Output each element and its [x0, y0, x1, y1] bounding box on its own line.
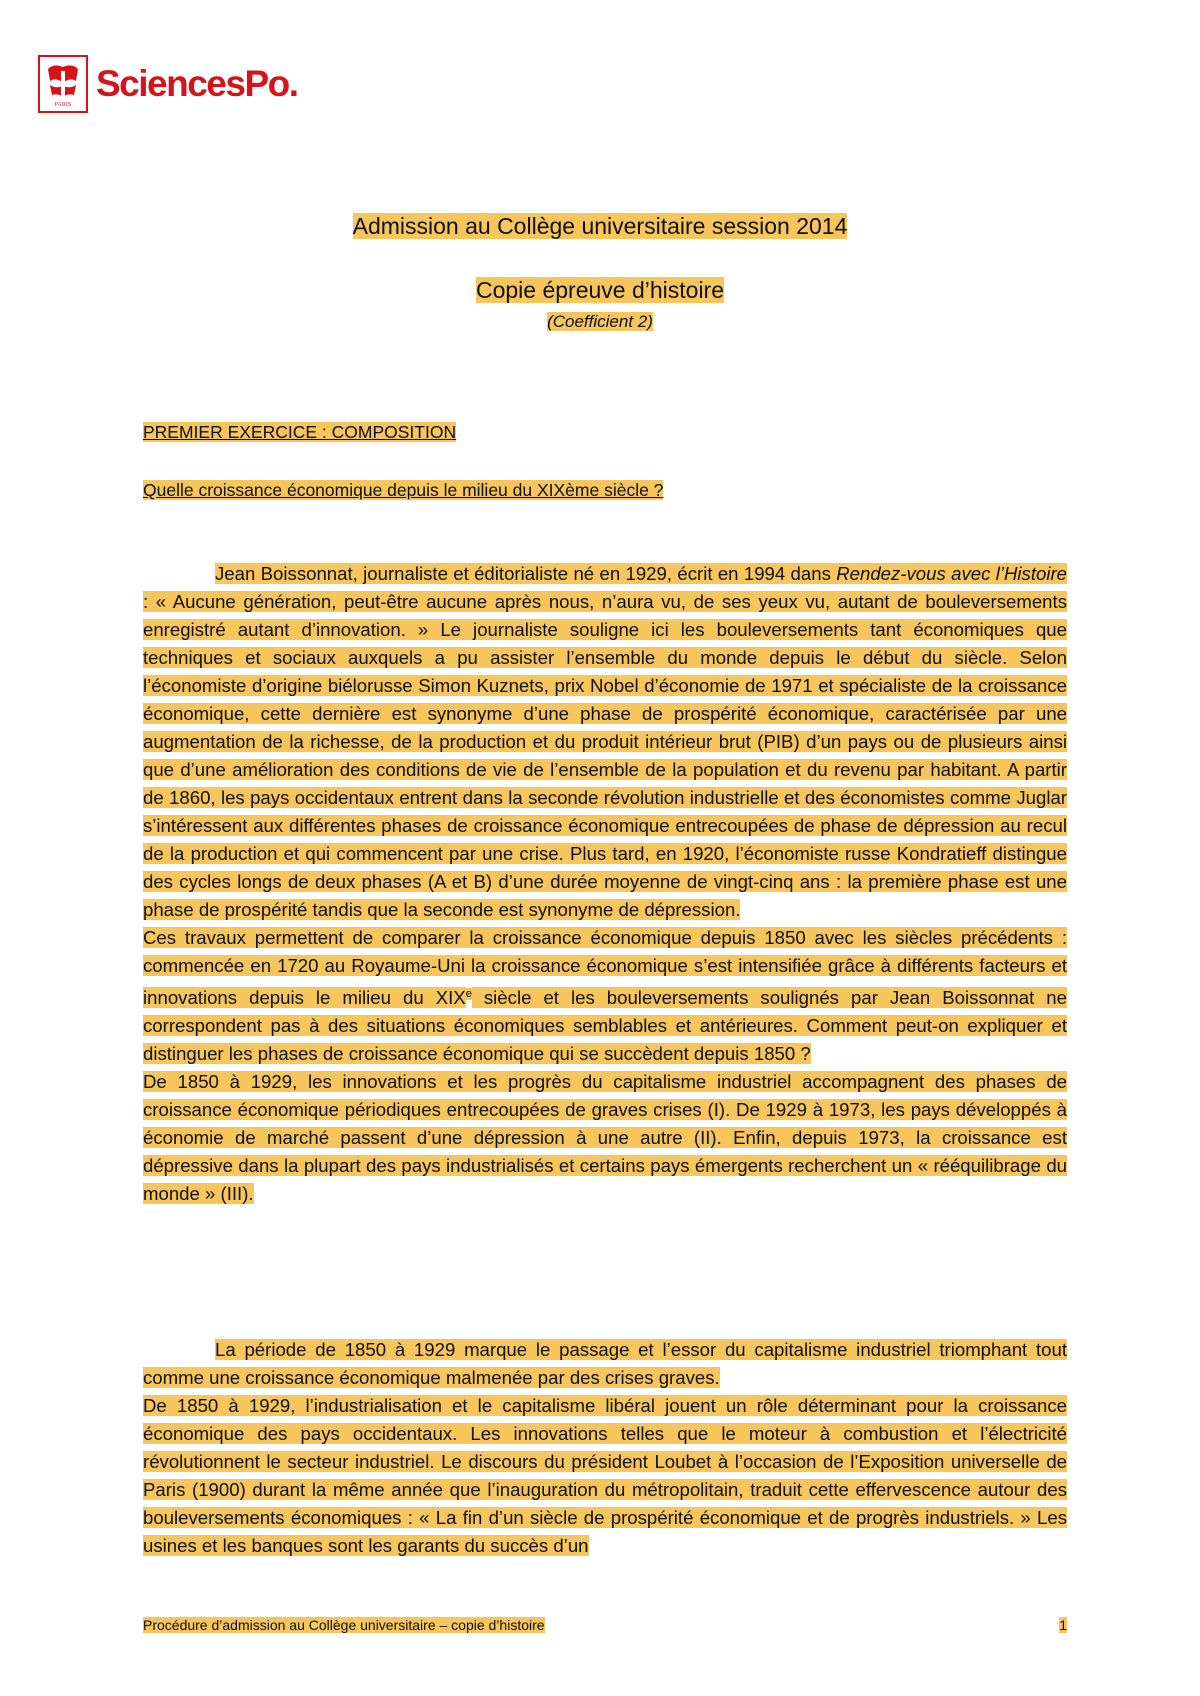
doc-subtitle: Copie épreuve d’histoire [475, 277, 725, 303]
exercise-heading: PREMIER EXERCICE : COMPOSITION [143, 422, 457, 442]
part1-text-1: La période de 1850 à 1929 marque le passage et l’essor du capitalisme industriel triomphant tout comme une croissance économique malmenée par des crises graves. [143, 1339, 1067, 1388]
part1-paragraph [143, 1336, 1067, 1560]
intro-text-rest: : « Aucune génération, peut-être aucune après nous, n’aura vu, de ses yeux vu, autant de bouleversements enregistré autant d’innovation. » Le journaliste souligne ici les bouleversements tant économiques que techniques et sociaux auxquels a pu assister l’ensemble du monde depuis le début du siècle. Selon l’économiste d’origine biélorusse Simon Kuznets, prix Nobel d’économie de 1971 et spécialiste de la croissance économique, cette dernière est synonyme d’une phase de prospérité économique, caractérisée par une augmentation de la richesse, de la production et du produit intérieur brut (PIB) d’un pays ou de plusieurs ainsi que d’une amélioration des conditions de vie de l’ensemble de la population et du revenu par habitant. A partir de 1860, les pays occidentaux entrent dans la seconde révolution industrielle et des économistes comme Juglar s’intéressent aux différentes phases de croissance économique entrecoupées de phase de dépression au recul de la production et qui commencent par une crise. Plus tard, en 1920, l’économiste russe Kondratieff distingue des cycles longs de deux phases (A et B) d’une durée moyenne de vingt-cinq ans : la première phase est une phase de prospérité tandis que la seconde est synonyme de dépression. [143, 591, 1067, 920]
intro-text-2b: siècle et les bouleversements soulignés par Jean Boissonnat ne correspondent pas à des situations économiques semblables et antérieures. Comment peut-on expliquer et distinguer les phases de croissance économique qui se succèdent depuis 1850 ? [143, 987, 1067, 1065]
intro-text-3: De 1850 à 1929, les innovations et les progrès du capitalisme industriel accompagnent des phases de croissance économique périodiques entrecoupées de graves crises (I). De 1929 à 1973, les pays développés à économie de marché passent d’une dépression à une autre (II). Enfin, depuis 1973, la croissance est dépressive dans la plupart des pays industrialisés et certains pays émergents recherchent un « rééquilibrage du monde » (III). [143, 1071, 1067, 1205]
page-number: 1 [1059, 1617, 1067, 1633]
intro-text-start: Jean Boissonnat, journaliste et éditorialiste né en 1929, écrit en 1994 dans [215, 563, 837, 584]
intro-text-2: Ces travaux permettent de comparer la croissance économique depuis 1850 avec les siècles précédents : commencée en 1720 au Royaume-Uni la croissance économique s’est intensifiée grâce à différents facteurs et innovations depuis le milieu du XIX [143, 927, 1067, 1009]
doc-title: Admission au Collège universitaire session 2014 [352, 213, 848, 239]
crest-icon [38, 55, 88, 113]
intro-paragraph: Jean Boissonnat, journaliste et éditorialiste né en 1929, écrit en 1994 dans Rendez-vous avec l’Histoire : « Aucune génération, peut-être aucune après nous, n’aura vu, de ses yeux vu, autant de bouleversements enregistré autant d’innovation. » Le journaliste souligne ici les bouleversements tant économiques que techniques et sociaux auxquels a pu assister l’ensemble du monde depuis le début du siècle. Selon l’économiste d’origine biélorusse Simon Kuznets, prix Nobel d’économie de 1971 et spécialiste de la croissance économique, cette dernière est synonyme d’une phase de prospérité économique, caractérisée par une augmentation de la richesse, de la production et du produit intérieur brut (PIB) d’un pays ou de plusieurs ainsi que d’une amélioration des conditions de vie de l’ensemble de la population et du revenu par habitant. A partir de 1860, les pays occidentaux entrent dans la seconde révolution industrielle et des économistes comme Juglar s’intéressent aux différentes phases de croissance économique entrecoupées de phase de dépression au recul de la production et qui commencent par une crise. Plus tard, en 1920, l’économiste russe Kondratieff distingue des cycles longs de deux phases (A et B) d’une durée moyenne de vingt-cinq ans : la première phase est une phase de prospérité tandis que la seconde est synonyme de dépression. Ces travaux permettent de comparer la croissance économique depuis 1850 avec les siècles précédents : commencée en 1720 au Royaume-Uni la croissance économique s’est intensifiée grâce à différents facteurs et innovations depuis le milieu du XIXe siècle et les bouleversements soulignés par Jean Boissonnat ne correspondent pas à des situations économiques semblables et antérieures. Comment peut-on expliquer et distinguer les phases de croissance économique qui se succèdent depuis 1850 ? De 1850 à 1929, les innovations et les progrès du capitalisme industriel accompagnent des phases de croissance économique périodiques entrecoupées de graves crises (I). De 1929 à 1973, les pays développés à économie de marché passent d’une dépression à une autre (II). Enfin, depuis 1973, la croissance est dépressive dans la plupart des pays industrialisés et certains pays émergents recherchent un « rééquilibrage du monde » (III). [143, 563, 1068, 1205]
footer-text: Procédure d’admission au Collège universitaire – copie d’histoire [143, 1617, 545, 1633]
part1-text-2: De 1850 à 1929, l’industrialisation et le capitalisme libéral jouent un rôle déterminant pour la croissance économique des pays occidentaux. Les innovations telles que le moteur à combustion et l’électricité révolutionnent le secteur industriel. Le discours du président Loubet à l’occasion de l’Exposition universelle de Paris (1900) durant la même année que l’inauguration du métropolitain, traduit cette effervescence autour des bouleversements économiques : « La fin d’un siècle de prospérité économique et de progrès industriels. » Les usines et les banques sont les garants du succès d’un [143, 1395, 1067, 1556]
page-footer [143, 1617, 1067, 1633]
sciencespo-logo [38, 55, 298, 113]
intro-book-title: Rendez-vous avec l’Histoire [836, 563, 1068, 584]
doc-coefficient: (Coefficient 2) [547, 312, 653, 331]
question-heading: Quelle croissance économique depuis le milieu du XIXème siècle ? [143, 480, 664, 500]
brand-name: SciencesPo. [96, 63, 298, 104]
crest-caption: PARIS [54, 102, 72, 108]
